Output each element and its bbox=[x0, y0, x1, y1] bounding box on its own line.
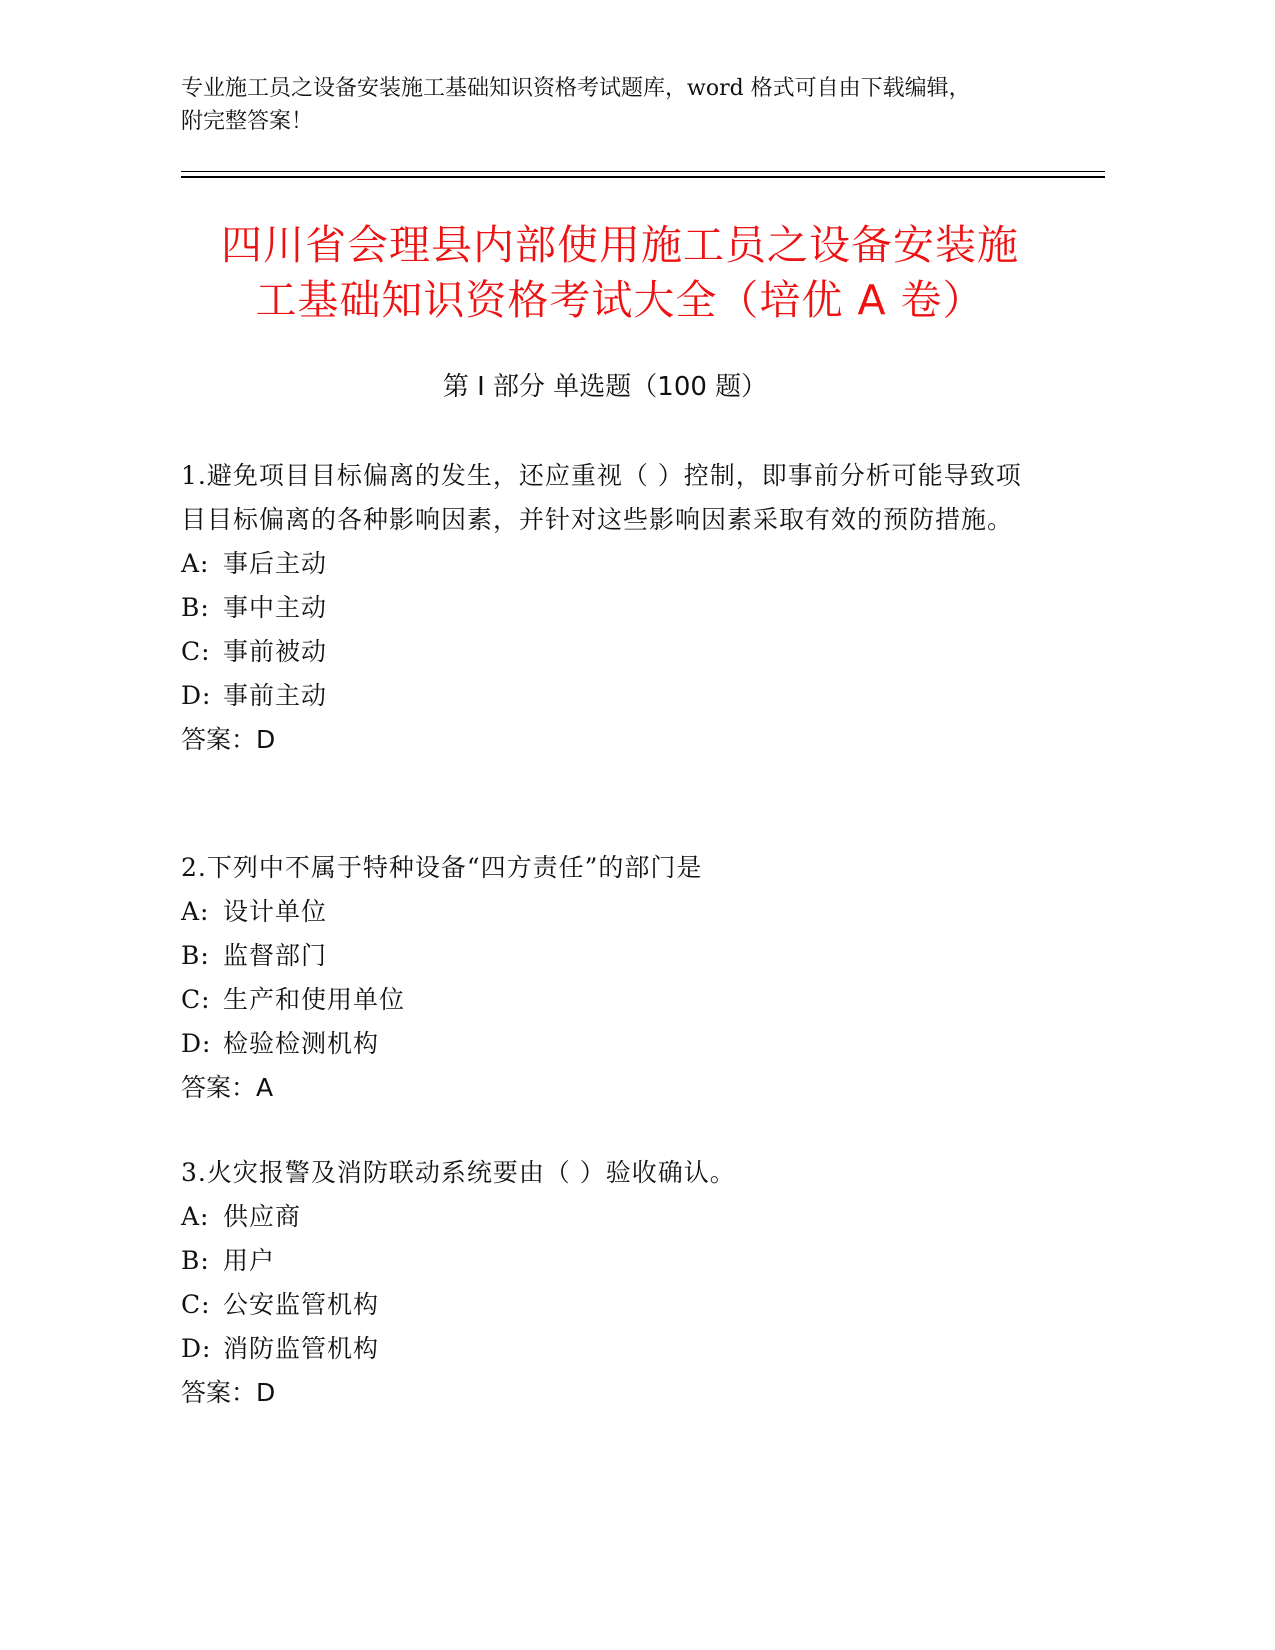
option-a bbox=[181, 542, 1041, 586]
option-key: A: bbox=[181, 897, 210, 926]
option-text: 事中主动 bbox=[223, 593, 328, 622]
header-note-line: 专业施工员之设备安装施工基础知识资格考试题库，word 格式可自由下载编辑， bbox=[181, 76, 971, 101]
section-heading: 第 I 部分 单选题（100 题） bbox=[442, 372, 768, 402]
option-key: D: bbox=[181, 681, 212, 710]
option-text: 监督部门 bbox=[223, 941, 328, 970]
option-text: 检验检测机构 bbox=[223, 1029, 380, 1058]
option-text: 事前主动 bbox=[223, 681, 328, 710]
option-c bbox=[181, 978, 1041, 1022]
option-text: 事后主动 bbox=[223, 549, 328, 578]
option-b bbox=[181, 586, 1041, 630]
header-note-line: 附完整答案！ bbox=[181, 109, 314, 134]
option-text: 生产和使用单位 bbox=[223, 985, 406, 1014]
document-title-line: 四川省会理县内部使用施工员之设备安装施 bbox=[221, 221, 1019, 269]
question-item bbox=[181, 846, 1041, 1110]
option-text: 公安监管机构 bbox=[223, 1290, 380, 1319]
option-key: D: bbox=[181, 1029, 212, 1058]
option-text: 事前被动 bbox=[223, 637, 328, 666]
header-divider bbox=[181, 171, 1105, 172]
question-item bbox=[181, 454, 1041, 762]
option-c bbox=[181, 630, 1041, 674]
question-answer: 答案：D bbox=[181, 725, 276, 754]
option-key: C: bbox=[181, 637, 211, 666]
question-answer: 答案：A bbox=[181, 1073, 274, 1102]
option-key: B: bbox=[181, 593, 210, 622]
option-b bbox=[181, 934, 1041, 978]
option-d bbox=[181, 1022, 1041, 1066]
header-note bbox=[181, 72, 1061, 138]
option-text: 用户 bbox=[223, 1246, 276, 1275]
option-key: B: bbox=[181, 941, 210, 970]
document-title-line: 工基础知识资格考试大全（培优 A 卷） bbox=[255, 276, 985, 324]
question-stem: 2.下列中不属于特种设备“四方责任”的部门是 bbox=[181, 853, 703, 882]
option-key: C: bbox=[181, 1290, 211, 1319]
option-key: A: bbox=[181, 549, 210, 578]
question-item bbox=[181, 1151, 1041, 1415]
option-text: 消防监管机构 bbox=[223, 1334, 380, 1363]
document-title bbox=[150, 218, 1090, 328]
option-c bbox=[181, 1283, 1041, 1327]
header-divider bbox=[181, 176, 1105, 178]
question-answer: 答案：D bbox=[181, 1378, 276, 1407]
option-d bbox=[181, 674, 1041, 718]
option-key: A: bbox=[181, 1202, 210, 1231]
option-text: 供应商 bbox=[223, 1202, 302, 1231]
option-key: B: bbox=[181, 1246, 210, 1275]
option-key: D: bbox=[181, 1334, 212, 1363]
option-a bbox=[181, 1195, 1041, 1239]
question-stem: 3.火灾报警及消防联动系统要由（ ）验收确认。 bbox=[181, 1158, 736, 1187]
option-text: 设计单位 bbox=[223, 897, 328, 926]
option-a bbox=[181, 890, 1041, 934]
option-key: C: bbox=[181, 985, 211, 1014]
option-b bbox=[181, 1239, 1041, 1283]
question-stem: 1.避免项目目标偏离的发生，还应重视（ ）控制，即事前分析可能导致项目目标偏离的各种影响因素，并针对这些影响因素采取有效的预防措施。 bbox=[181, 461, 1022, 534]
option-d bbox=[181, 1327, 1041, 1371]
